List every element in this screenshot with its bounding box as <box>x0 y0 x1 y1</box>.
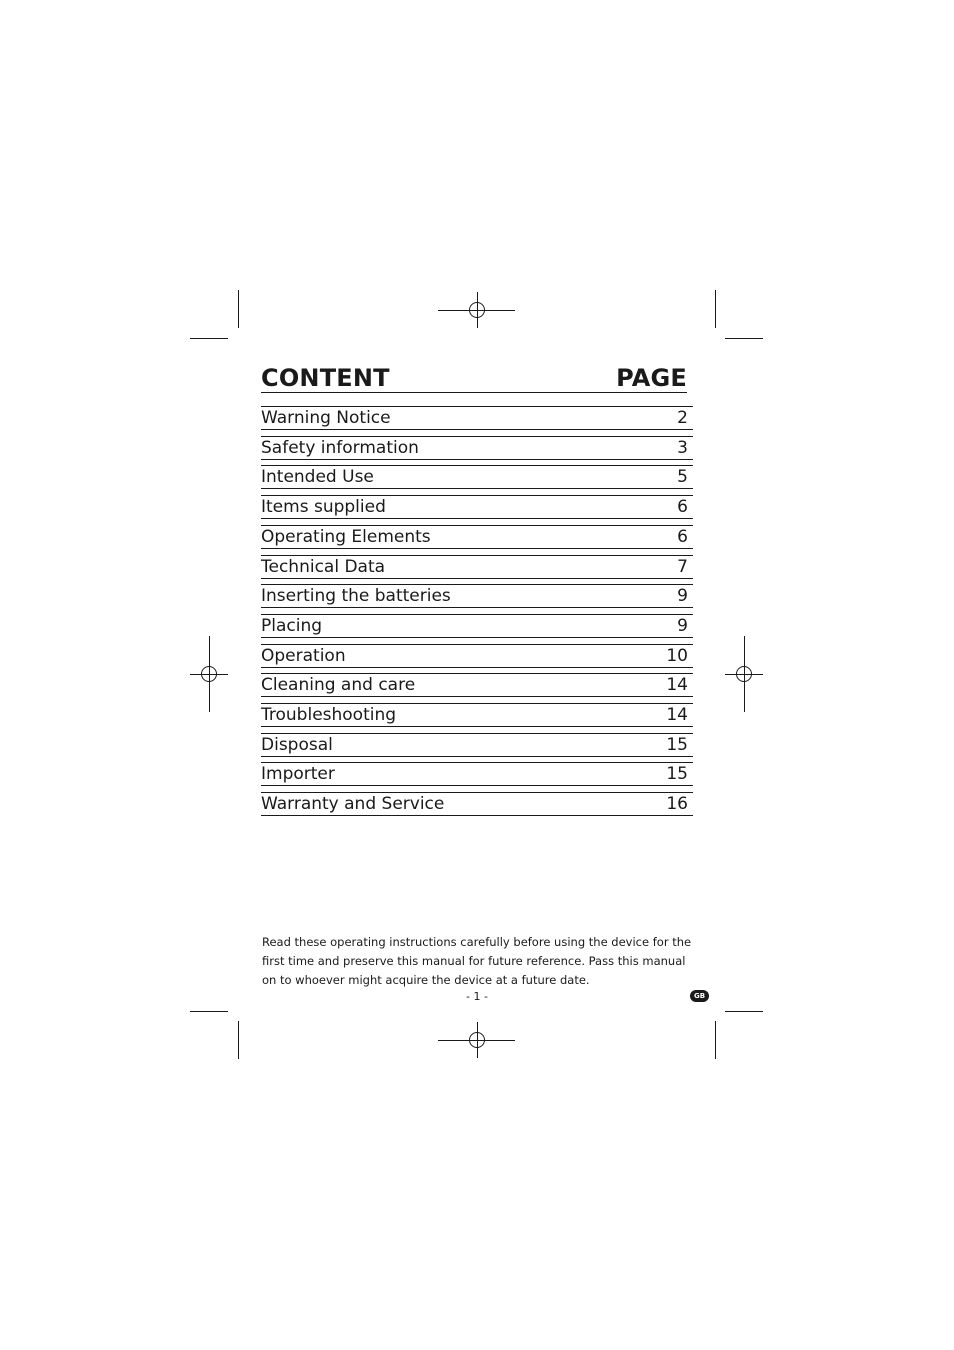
toc-row[interactable] <box>261 495 693 519</box>
registration-mark-icon <box>469 1032 485 1048</box>
toc-entry-page: 6 <box>677 526 688 547</box>
toc-row[interactable] <box>261 614 693 638</box>
toc-entry-title: Operating Elements <box>261 526 431 547</box>
registration-mark-icon <box>469 302 485 318</box>
toc-row[interactable] <box>261 436 693 460</box>
toc-entry-title: Items supplied <box>261 497 386 518</box>
registration-mark-icon <box>201 666 217 682</box>
registration-mark-icon <box>736 666 752 682</box>
toc-entry-page: 10 <box>666 645 688 666</box>
crop-mark <box>238 290 239 328</box>
toc-entry-title: Placing <box>261 615 323 636</box>
toc-entry-title: Intended Use <box>261 467 374 488</box>
content-heading: CONTENT <box>261 364 390 392</box>
language-badge: GB <box>690 990 709 1002</box>
page-heading: PAGE <box>616 364 687 392</box>
toc-entry-title: Safety information <box>261 437 419 458</box>
toc-row[interactable] <box>261 703 693 727</box>
page-number: - 1 - <box>466 990 488 1003</box>
toc-entry-title: Operation <box>261 645 346 666</box>
toc-entry-title: Inserting the batteries <box>261 586 451 607</box>
toc-entry-page: 14 <box>666 675 688 696</box>
toc-entry-title: Warning Notice <box>261 408 391 428</box>
toc-row[interactable] <box>261 525 693 549</box>
toc-row[interactable] <box>261 762 693 786</box>
toc-entry-page: 7 <box>677 556 688 577</box>
toc-row[interactable] <box>261 406 693 430</box>
toc-row[interactable] <box>261 733 693 757</box>
toc-row[interactable] <box>261 644 693 668</box>
toc-entry-page: 9 <box>677 586 688 607</box>
toc-entry-page: 15 <box>666 764 688 785</box>
header-underline <box>261 392 687 393</box>
toc-entry-title: Warranty and Service <box>261 794 445 815</box>
crop-mark <box>238 1021 239 1059</box>
crop-mark <box>725 338 763 339</box>
instructions-note: Read these operating instructions carefully before using the device for the first time and preserve this manual for future reference. Pass this manual on to whoever might acquire the device at a future date. <box>262 935 692 987</box>
crop-mark <box>190 1011 228 1012</box>
toc-row[interactable] <box>261 465 693 489</box>
crop-mark <box>715 1021 716 1059</box>
toc-entry-page: 14 <box>666 705 688 725</box>
toc-row[interactable] <box>261 555 693 579</box>
toc-entry-page: 9 <box>677 615 688 636</box>
toc-entry-title: Disposal <box>261 734 333 755</box>
crop-mark <box>715 290 716 328</box>
toc-entry-page: 2 <box>677 408 688 428</box>
toc-entry-title: Cleaning and care <box>261 675 416 696</box>
toc-header <box>261 363 687 393</box>
toc-entry-title: Technical Data <box>261 556 386 577</box>
toc-row[interactable] <box>261 673 693 697</box>
toc-row[interactable] <box>261 584 693 608</box>
toc-entry-title: Troubleshooting <box>261 705 397 725</box>
crop-mark <box>190 338 228 339</box>
toc-entry-page: 16 <box>666 794 688 815</box>
toc-entry-page: 6 <box>677 497 688 518</box>
crop-mark <box>725 1011 763 1012</box>
toc-entry-page: 15 <box>666 734 688 755</box>
toc-entry-title: Importer <box>261 764 335 785</box>
toc-entry-page: 3 <box>677 437 688 458</box>
toc-row[interactable] <box>261 792 693 816</box>
toc-entry-page: 5 <box>677 467 688 488</box>
